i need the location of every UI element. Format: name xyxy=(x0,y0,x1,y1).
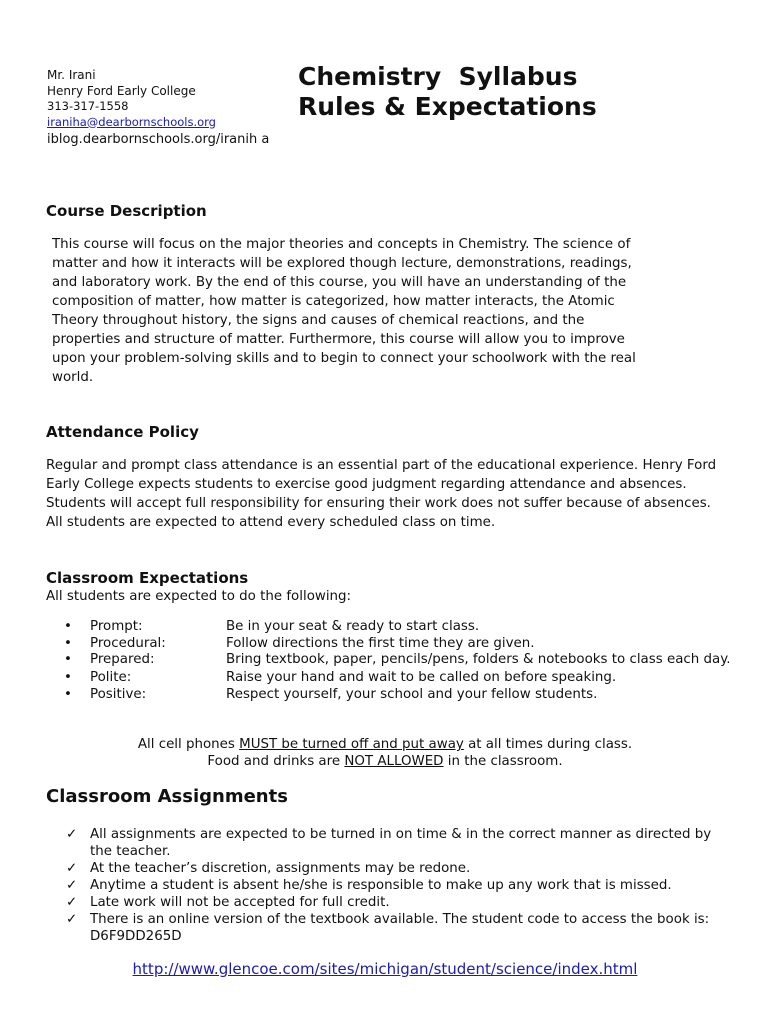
textbook-link[interactable]: http://www.glencoe.com/sites/michigan/student/science/index.html xyxy=(132,960,638,978)
list-item xyxy=(64,619,744,636)
list-item xyxy=(66,826,726,860)
list-item-term: Polite: xyxy=(90,669,132,685)
list-item-term: Positive: xyxy=(90,687,147,702)
food-rule xyxy=(0,753,770,770)
list-item xyxy=(66,860,726,877)
checkmark-icon: ✓ xyxy=(66,827,78,842)
assignments-list xyxy=(66,826,726,945)
bullet-icon: • xyxy=(64,635,72,651)
list-item xyxy=(64,652,744,669)
cell-phone-rule xyxy=(0,736,770,753)
title-line-1: Chemistry Syllabus xyxy=(298,62,578,91)
course-description-heading: Course Description xyxy=(46,202,207,220)
blog-address: iblog.dearbornschools.org/iranih a xyxy=(47,132,270,147)
attendance-heading: Attendance Policy xyxy=(46,423,199,441)
teacher-name: Mr. Irani xyxy=(47,68,96,82)
expectations-intro: All students are expected to do the following: xyxy=(46,589,352,604)
food-text-emphasis: NOT ALLOWED xyxy=(344,754,444,769)
contact-block xyxy=(47,67,277,148)
expectations-heading: Classroom Expectations xyxy=(46,569,249,587)
course-description-text: This course will focus on the major theories and concepts in Chemistry. The science of matter and how it interacts will be explored though lecture, demonstrations, readings, and laboratory work. By the end of this course, you will have an understanding of the composition of matter, how matter is categorized, how matter interacts, the Atomic Theory throughout history, the signs and causes of chemical reactions, and the properties and structure of matter. Furthermore, this course will allow you to improve upon your problem-solving skills and to begin to connect your schoolwork with the real world. xyxy=(52,237,636,385)
assignments-heading: Classroom Assignments xyxy=(46,786,288,807)
food-text-post: in the classroom. xyxy=(443,754,563,769)
list-item-text: Late work will not be accepted for full credit. xyxy=(90,895,390,910)
list-item xyxy=(64,636,744,653)
bullet-icon: • xyxy=(64,669,72,685)
bullet-icon: • xyxy=(64,687,72,702)
list-item xyxy=(66,894,726,911)
bullet-icon: • xyxy=(64,619,72,634)
list-item-term: Procedural: xyxy=(90,635,166,651)
list-item-text: There is an online version of the textbook available. The student code to access the book is: D6F9DD265D xyxy=(90,912,718,944)
list-item-text: At the teacher’s discretion, assignments may be redone. xyxy=(90,861,471,876)
list-item xyxy=(64,687,744,704)
checkmark-icon: ✓ xyxy=(66,878,78,893)
phone-number: 313-317-1558 xyxy=(47,99,129,113)
title-line-2: Rules & Expectations xyxy=(298,92,597,121)
expectations-list xyxy=(64,619,744,704)
list-item xyxy=(66,877,726,894)
checkmark-icon: ✓ xyxy=(66,861,78,876)
bullet-icon: • xyxy=(64,652,72,667)
list-item-desc: Raise your hand and wait to be called on before speaking. xyxy=(226,669,617,685)
list-item-desc: Follow directions the first time they are given. xyxy=(226,635,535,651)
food-text-pre: Food and drinks are xyxy=(207,754,345,769)
list-item-term: Prepared: xyxy=(90,652,155,667)
phones-text-emphasis: MUST be turned off and put away xyxy=(239,737,464,752)
list-item-text: All assignments are expected to be turned in on time & in the correct manner as directed by the teacher. xyxy=(90,827,712,859)
attendance-text: Regular and prompt class attendance is an essential part of the educational experience. Henry Ford Early College expects students to exercise good judgment regarding attendance and absences. Students will accept full responsibility for ensuring their work does not suffer because of absences. All students are expected to attend every scheduled class on time. xyxy=(46,458,717,530)
list-item xyxy=(66,911,726,945)
checkmark-icon: ✓ xyxy=(66,895,78,910)
school-name: Henry Ford Early College xyxy=(47,84,196,98)
list-item xyxy=(64,670,744,687)
list-item-desc: Respect yourself, your school and your fellow students. xyxy=(226,687,598,702)
list-item-desc: Be in your seat & ready to start class. xyxy=(226,619,480,634)
phones-text-post: at all times during class. xyxy=(463,737,633,752)
email-link[interactable]: iraniha@dearbornschools.org xyxy=(47,114,216,129)
list-item-desc: Bring textbook, paper, pencils/pens, folders & notebooks to class each day. xyxy=(226,652,731,667)
list-item-text: Anytime a student is absent he/she is responsible to make up any work that is missed. xyxy=(90,878,672,893)
checkmark-icon: ✓ xyxy=(66,912,78,927)
page-title xyxy=(298,62,597,122)
list-item-term: Prompt: xyxy=(90,619,143,634)
phones-text-pre: All cell phones xyxy=(137,737,240,752)
